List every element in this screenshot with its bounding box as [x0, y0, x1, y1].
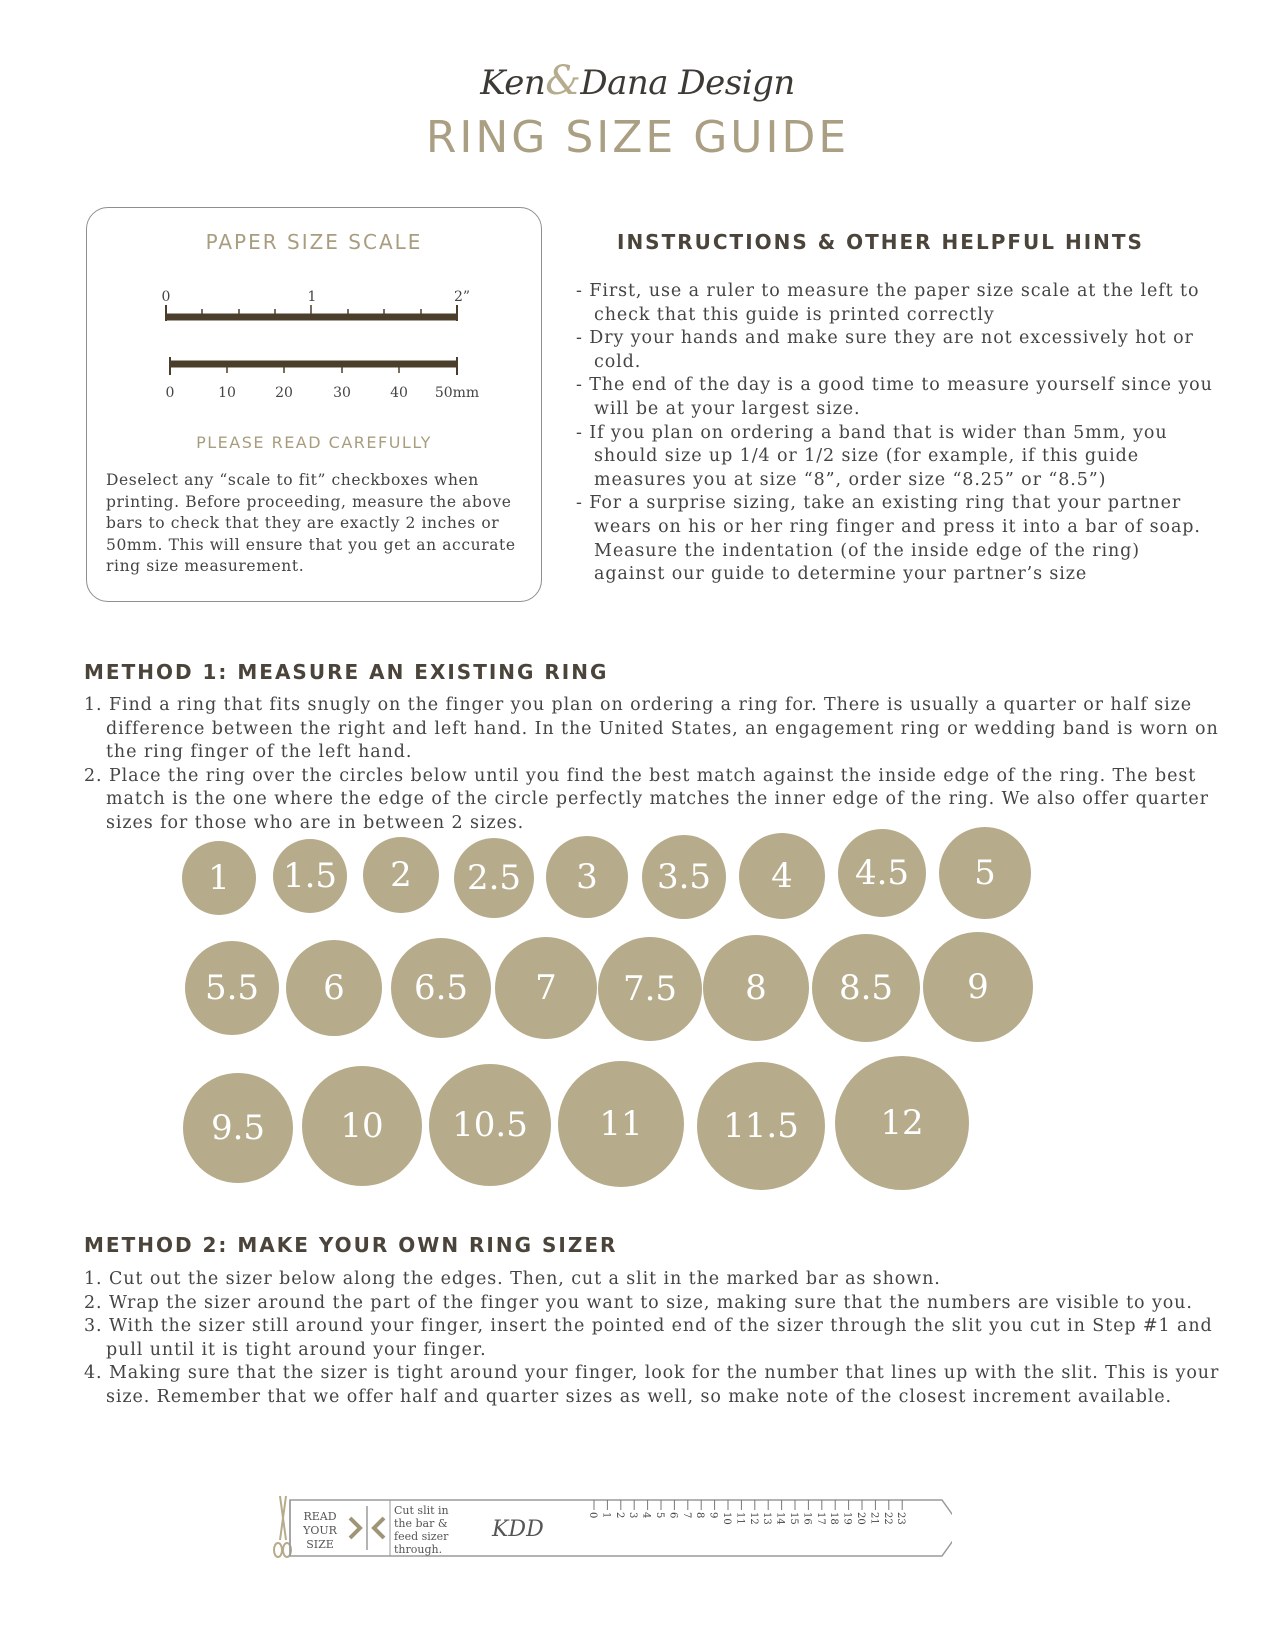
- slit-marker-icon: [350, 1506, 384, 1550]
- ring-size-circle: 12: [835, 1056, 969, 1190]
- read-your-size-label: SIZE: [306, 1538, 334, 1551]
- sizer-number: 2: [613, 1512, 625, 1519]
- ring-size-circle: 9: [923, 932, 1033, 1042]
- sizer-number: 18: [828, 1512, 840, 1525]
- hints-heading: INSTRUCTIONS & OTHER HELPFUL HINTS: [617, 230, 1144, 254]
- ring-size-circle: 1.5: [273, 839, 347, 913]
- inch-label-0: 0: [161, 289, 171, 305]
- sizer-number: 4: [640, 1512, 652, 1519]
- inch-ruler-bar: [166, 305, 457, 321]
- method1-heading: METHOD 1: MEASURE AN EXISTING RING: [84, 660, 609, 684]
- sizer-number: 20: [855, 1512, 866, 1525]
- mm-label-10: 10: [218, 385, 236, 401]
- sizer-number: 19: [841, 1512, 853, 1525]
- scissors-icon: [274, 1496, 291, 1557]
- ring-size-circle: 9.5: [183, 1073, 293, 1183]
- mm-label-40: 40: [390, 385, 408, 401]
- ring-size-circle: 11: [558, 1061, 684, 1187]
- read-carefully-heading: PLEASE READ CAREFULLY: [196, 433, 432, 452]
- sizer-number: 6: [667, 1512, 679, 1519]
- paper-scale-heading: PAPER SIZE SCALE: [205, 230, 423, 254]
- sizer-number: 10: [721, 1512, 732, 1525]
- sizer-monogram: KDD: [492, 1517, 544, 1542]
- ring-size-circle: 5: [939, 827, 1031, 919]
- ring-size-circle: 8: [703, 935, 809, 1041]
- ring-size-circle: 4.5: [838, 829, 926, 917]
- method2-heading: METHOD 2: MAKE YOUR OWN RING SIZER: [84, 1233, 618, 1257]
- cut-slit-label: through.: [394, 1543, 443, 1556]
- inch-label-2: 2”: [453, 289, 471, 305]
- method2-step: 1. Cut out the sizer below along the edges. Then, cut a slit in the marked bar as shown.: [84, 1269, 941, 1289]
- sizer-number: 14: [774, 1512, 786, 1525]
- hint-item: - Dry your hands and make sure they are not excessively hot or cold.: [576, 328, 1194, 372]
- ring-size-circle: 5.5: [185, 941, 279, 1035]
- ring-size-circle: 2: [363, 837, 439, 913]
- sizer-number: 16: [801, 1512, 813, 1525]
- hint-item: - If you plan on ordering a band that is wider than 5mm, you should size up 1/4 or 1/2 size (for example, if this guide measures you at size “8”, order size “8.25” or “8.5”): [576, 422, 1168, 490]
- cut-slit-label: the bar &: [394, 1517, 448, 1530]
- sizer-number-scale: [587, 1500, 906, 1525]
- ring-size-circle: 7: [495, 937, 597, 1039]
- hints-list: [576, 280, 1216, 587]
- method2-step: 3. With the sizer still around your finger, insert the pointed end of the sizer through the slit you cut in Step #1 and pull until it is tight around your finger.: [84, 1316, 1213, 1360]
- sizer-number: 21: [868, 1512, 880, 1525]
- inch-label-1: 1: [307, 289, 317, 305]
- method1-steps: [84, 694, 1234, 836]
- mm-label-30: 30: [333, 385, 351, 401]
- mm-label-50: 50mm: [434, 385, 480, 401]
- sizer-number: 11: [734, 1512, 746, 1525]
- cut-slit-label: feed sizer: [394, 1530, 449, 1543]
- method2-step: 2. Wrap the sizer around the part of the finger you want to size, making sure that the numbers are visible to you.: [84, 1292, 1193, 1313]
- ring-size-circle: 10: [302, 1066, 422, 1186]
- ring-size-circle: 6.5: [391, 938, 491, 1038]
- mm-label-0: 0: [165, 385, 175, 401]
- mm-ruler-bar: [170, 357, 457, 375]
- read-your-size-label: READ: [303, 1510, 337, 1523]
- cut-slit-label: Cut slit in: [394, 1504, 449, 1517]
- ring-size-circle: 2.5: [454, 838, 534, 918]
- sizer-number: 23: [895, 1512, 907, 1525]
- printable-ring-sizer: [272, 1490, 952, 1570]
- method2-steps: [84, 1268, 1234, 1410]
- paper-scale-note: Deselect any “scale to fit” checkboxes when printing. Before proceeding, measure the above bars to check that they are exactly 2 inches or 50mm. This will ensure that you get an accurate ring size measurement.: [106, 471, 516, 575]
- sizer-number: 5: [654, 1512, 665, 1519]
- ring-size-circle: 4: [739, 833, 825, 919]
- ring-size-circle: 3: [546, 836, 628, 918]
- ring-size-circle: 1: [182, 841, 256, 915]
- ring-size-circle: 8.5: [812, 934, 920, 1042]
- hint-item: - The end of the day is a good time to measure yourself since you will be at your largest size.: [576, 375, 1213, 419]
- ring-size-circle: 3.5: [642, 835, 726, 919]
- read-your-size-label: YOUR: [303, 1524, 337, 1537]
- page-title: RING SIZE GUIDE: [425, 112, 850, 163]
- hint-item: - First, use a ruler to measure the paper size scale at the left to check that this guide is printed correctly: [576, 281, 1200, 325]
- method1-step: 1. Find a ring that fits snugly on the finger you plan on ordering a ring for. There is usually a quarter or half size difference between the right and left hand. In the United States, an engagement ring or wedding band is worn on the ring finger of the left hand.: [84, 695, 1219, 763]
- sizer-number: 12: [747, 1512, 759, 1525]
- sizer-number: 13: [761, 1512, 773, 1525]
- method1-step: 2. Place the ring over the circles below until you find the best match against the inside edge of the ring. The best match is the one where the edge of the circle perfectly matches the inner edge of the ring. We also offer quarter sizes for those who are in between 2 sizes.: [84, 765, 1209, 833]
- brand-logo: Ken&Dana Design: [480, 58, 795, 104]
- sizer-number: 17: [814, 1512, 826, 1525]
- ring-size-circle: 11.5: [697, 1062, 825, 1190]
- ring-size-circle: 6: [286, 940, 382, 1036]
- sizer-number: 8: [694, 1512, 706, 1519]
- sizer-number: 7: [680, 1512, 692, 1519]
- sizer-number: 22: [881, 1512, 893, 1525]
- method2-step: 4. Making sure that the sizer is tight around your finger, look for the number that lines up with the slit. This is your size. Remember that we offer half and quarter sizes as well, so make note of the closest increment available.: [84, 1363, 1220, 1407]
- paper-scale-rulers: [150, 285, 480, 405]
- sizer-number: 0: [587, 1512, 598, 1519]
- hint-item: - For a surprise sizing, take an existing ring that your partner wears on his or her ring finger and press it into a bar of soap. Measure the indentation (of the inside edge of the ring) against our guide to determine your partner’s size: [576, 493, 1201, 585]
- sizer-number: 3: [627, 1512, 639, 1519]
- sizer-number: 15: [788, 1512, 799, 1525]
- ring-size-circle: 10.5: [429, 1064, 551, 1186]
- ring-size-circle: 7.5: [598, 937, 702, 1041]
- mm-label-20: 20: [275, 385, 293, 401]
- sizer-number: 1: [600, 1512, 612, 1519]
- sizer-number: 9: [707, 1512, 719, 1519]
